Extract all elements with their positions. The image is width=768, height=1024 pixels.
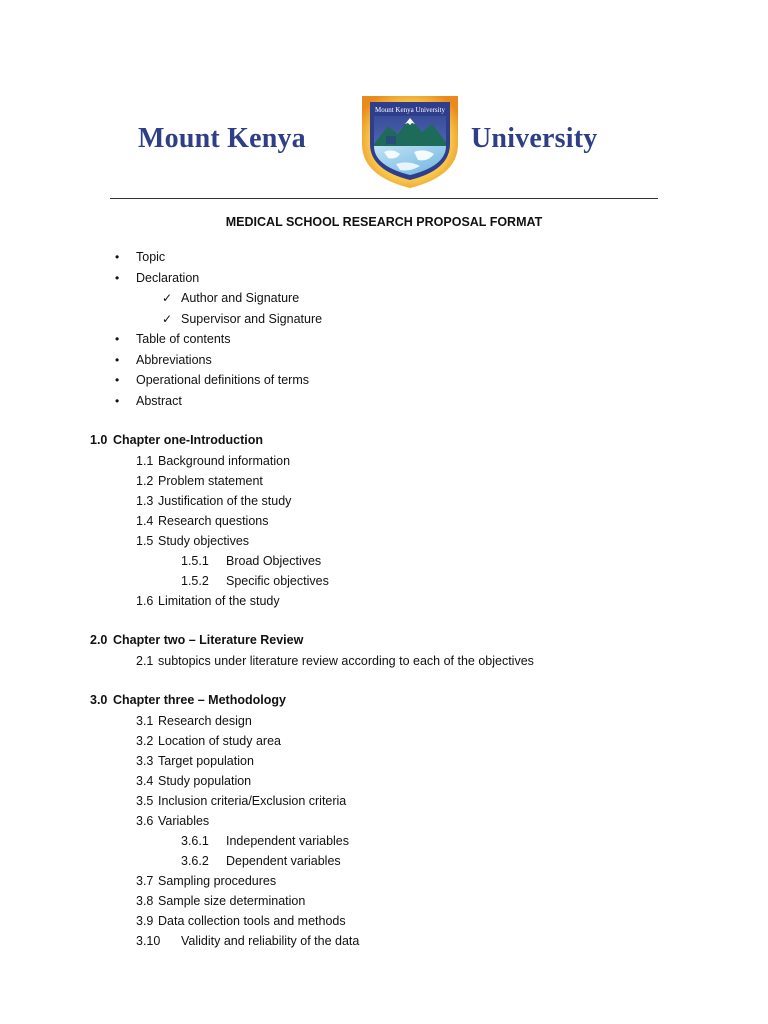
item-text: Sampling procedures — [158, 873, 277, 888]
section-title: Chapter three – Methodology — [113, 693, 286, 707]
section-title: Chapter one-Introduction — [113, 433, 263, 447]
bullet-icon: • — [115, 393, 120, 408]
item-text: Study objectives — [158, 533, 250, 548]
item-text: subtopics under literature review according to each of the objectives — [158, 653, 534, 668]
item-number: 1.4 — [136, 513, 154, 528]
subsection-text: Specific objectives — [226, 573, 329, 588]
item-text: Location of study area — [158, 733, 281, 748]
item-text: Study population — [158, 773, 252, 788]
prelim-item: Table of contents — [136, 332, 231, 346]
bullet-icon: • — [115, 332, 120, 346]
bullet-icon: • — [115, 270, 120, 285]
item-text: Validity and reliability of the data — [181, 933, 360, 948]
item-text: Problem statement — [158, 473, 263, 488]
item-text: Inclusion criteria/Exclusion criteria — [158, 793, 347, 808]
checkmark-icon: ✓ — [162, 311, 173, 326]
subsection-text: Dependent variables — [226, 853, 341, 868]
header-left-word: Mount Kenya — [138, 123, 306, 154]
bullet-icon: • — [115, 373, 120, 387]
university-crest-logo — [358, 92, 462, 190]
prelim-item: Operational definitions of terms — [136, 373, 310, 387]
item-number: 3.5 — [136, 793, 154, 808]
logo-arc-text: Mount Kenya University — [375, 106, 445, 114]
item-number: 1.2 — [136, 473, 154, 488]
item-number: 3.7 — [136, 873, 154, 888]
item-text: Justification of the study — [158, 493, 292, 508]
subsection-text: Independent variables — [226, 833, 350, 848]
subsection-text: Broad Objectives — [226, 553, 322, 568]
item-text: Limitation of the study — [158, 593, 280, 608]
prelim-item: Abstract — [136, 393, 182, 408]
item-text: Target population — [158, 753, 254, 768]
item-number: 3.9 — [136, 913, 154, 928]
item-number: 3.2 — [136, 733, 154, 748]
item-number: 2.1 — [136, 653, 154, 668]
header-divider — [110, 198, 658, 199]
item-text: Research questions — [158, 513, 269, 528]
prelim-item: Topic — [136, 250, 166, 264]
section-number: 1.0 — [90, 433, 108, 447]
item-text: Background information — [158, 453, 291, 468]
header-right-word: University — [471, 123, 598, 154]
item-number: 1.6 — [136, 593, 154, 608]
bullet-icon: • — [115, 250, 120, 264]
item-number: 3.8 — [136, 893, 154, 908]
section-title: Chapter two – Literature Review — [113, 633, 304, 647]
prelim-subitem: Author and Signature — [181, 291, 300, 305]
section-number: 2.0 — [90, 633, 108, 647]
item-number: 3.1 — [136, 713, 154, 728]
item-text: Research design — [158, 713, 252, 728]
item-number: 3.4 — [136, 773, 154, 788]
subsection-number: 1.5.2 — [181, 573, 209, 588]
subsection-number: 1.5.1 — [181, 553, 209, 568]
item-number: 1.3 — [136, 493, 154, 508]
subsection-number: 3.6.1 — [181, 833, 209, 848]
prelim-item: Declaration — [136, 270, 200, 285]
item-number: 3.10 — [136, 933, 161, 948]
item-number: 1.1 — [136, 453, 154, 468]
item-number: 1.5 — [136, 533, 154, 548]
prelim-item: Abbreviations — [136, 352, 212, 367]
checkmark-icon: ✓ — [162, 291, 173, 305]
item-text: Data collection tools and methods — [158, 913, 346, 928]
document-title: MEDICAL SCHOOL RESEARCH PROPOSAL FORMAT — [225, 215, 543, 229]
bullet-icon: • — [115, 352, 120, 367]
item-number: 3.6 — [136, 813, 154, 828]
item-text: Variables — [158, 813, 210, 828]
subsection-number: 3.6.2 — [181, 853, 209, 868]
item-text: Sample size determination — [158, 893, 306, 908]
prelim-subitem: Supervisor and Signature — [181, 311, 323, 326]
item-number: 3.3 — [136, 753, 154, 768]
section-number: 3.0 — [90, 693, 108, 707]
